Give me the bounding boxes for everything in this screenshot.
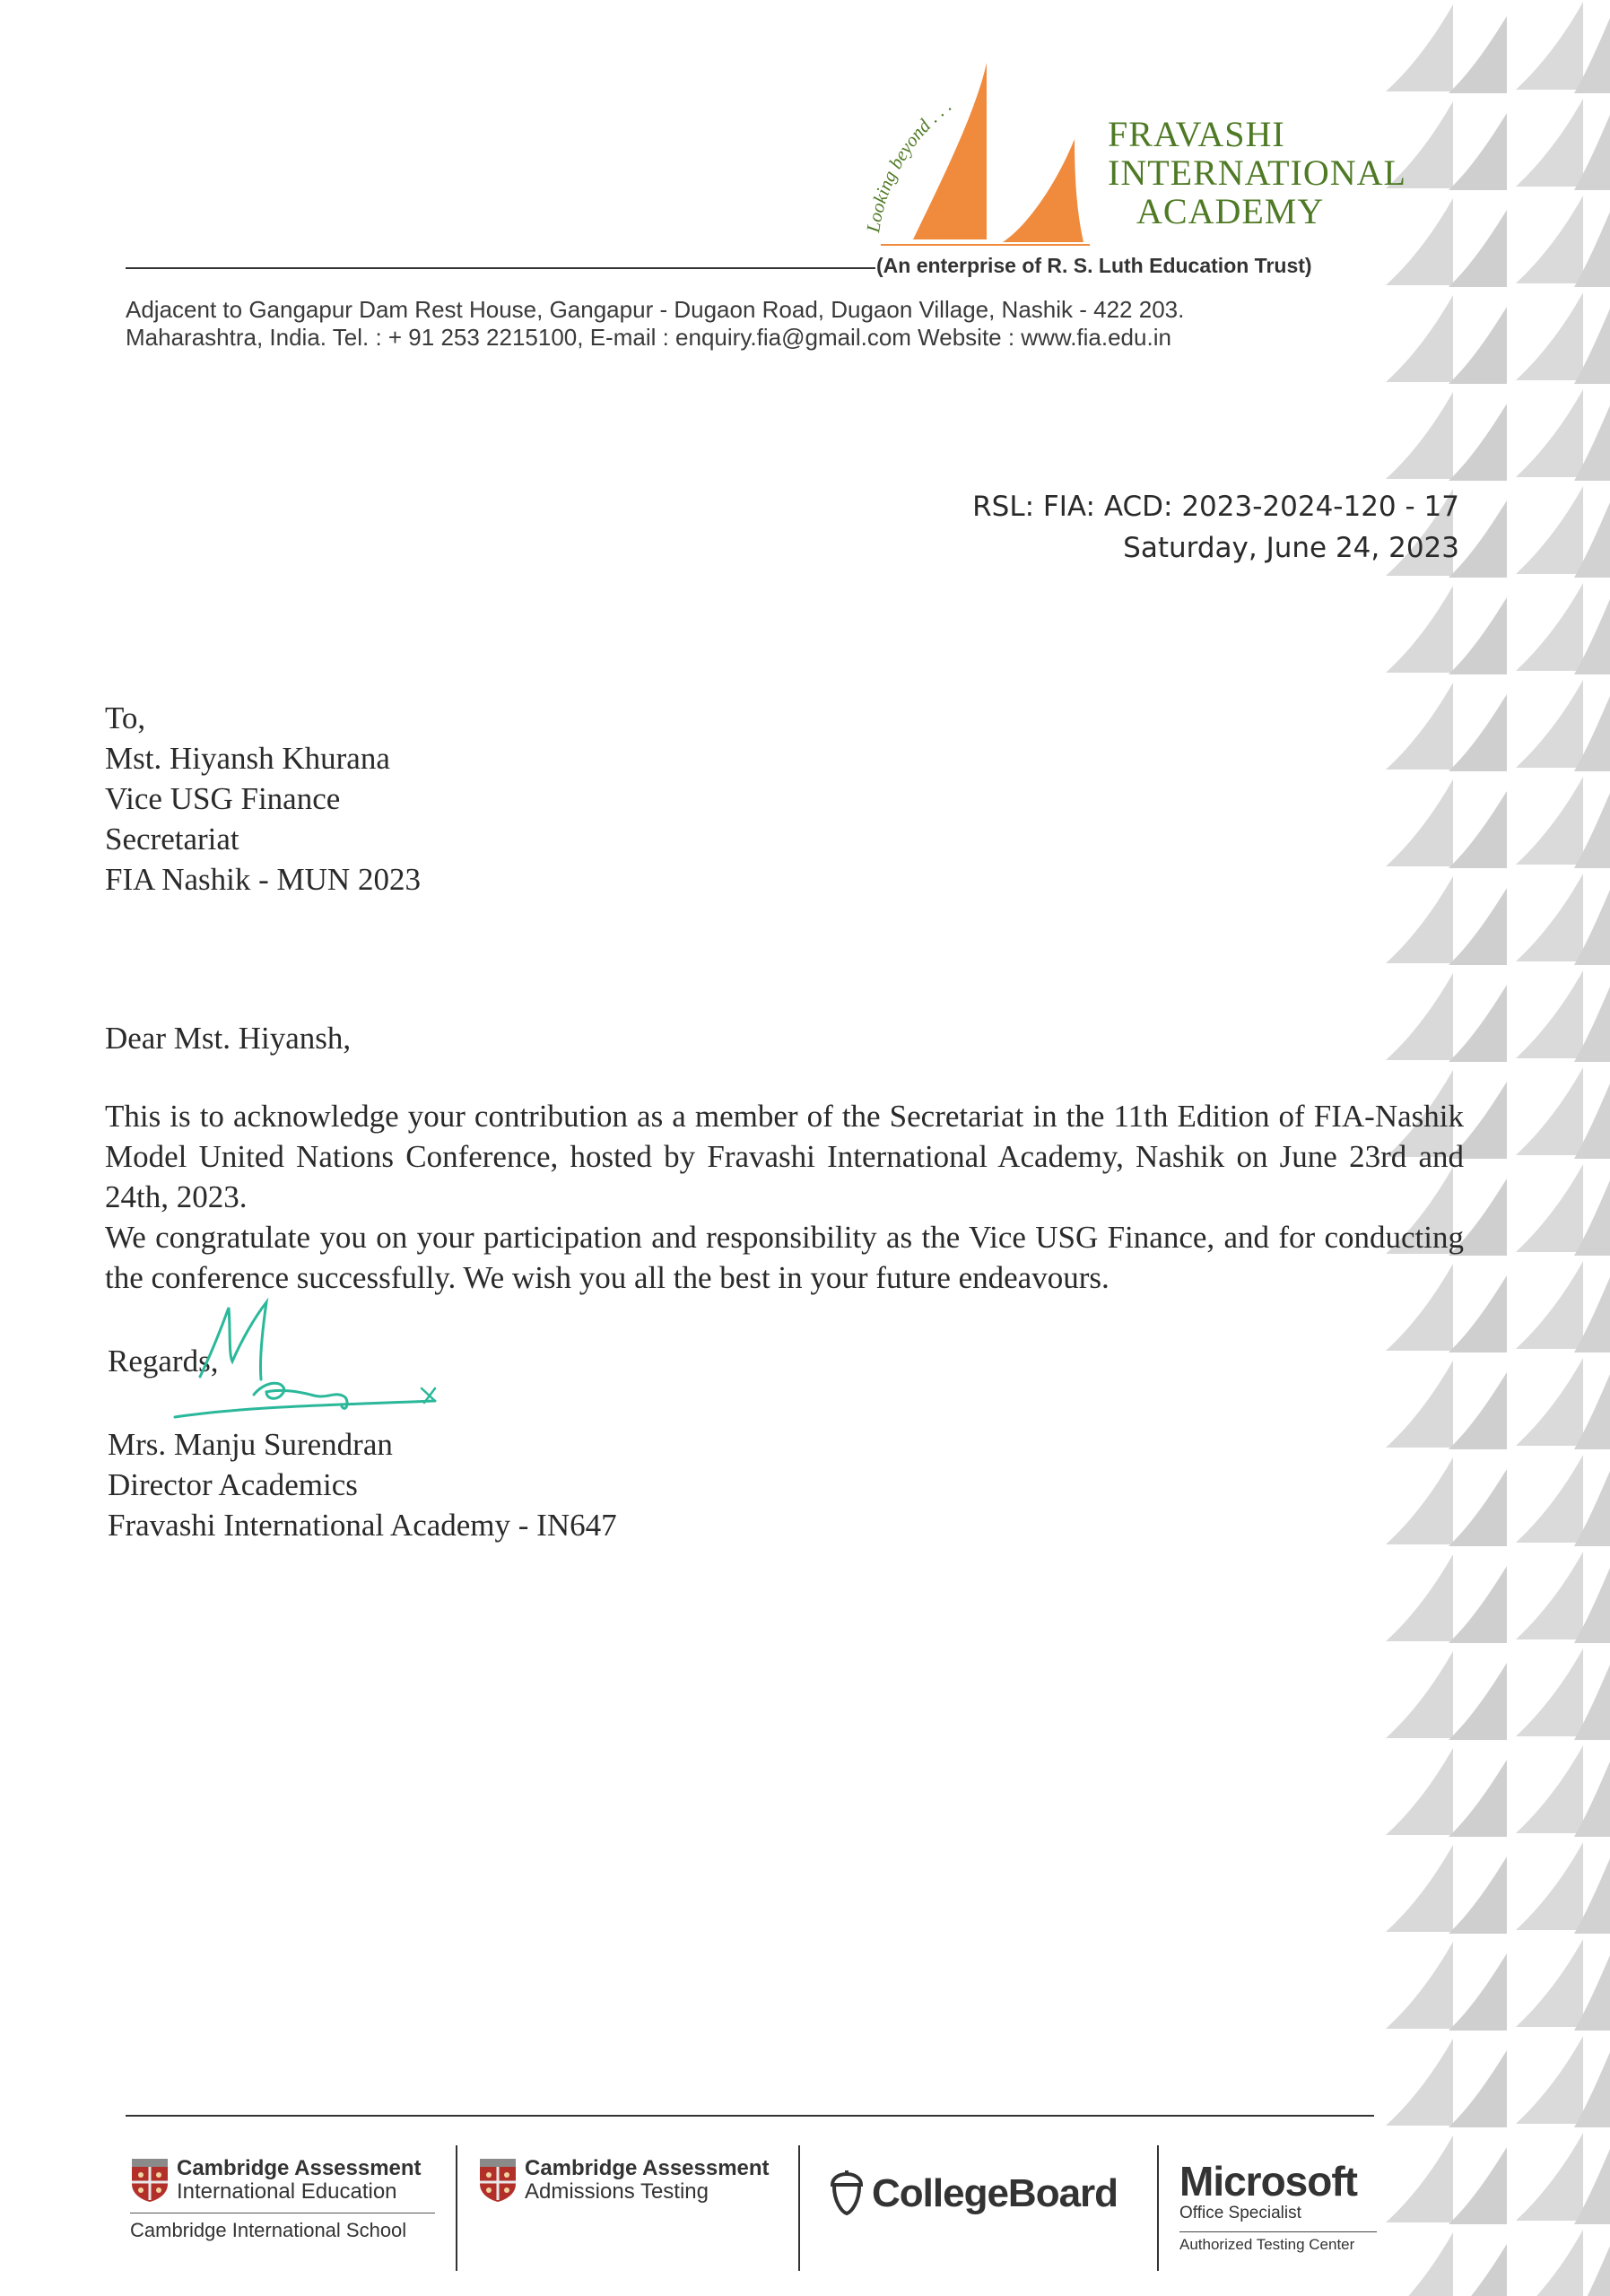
cambridge-at-line2: Admissions Testing bbox=[525, 2179, 709, 2204]
recipient-block bbox=[105, 698, 421, 900]
signatory-block bbox=[108, 1424, 617, 1545]
address-line2: Maharashtra, India. Tel. : + 91 253 2215100, E-mail : enquiry.fia@gmail.com Website : www.fia.edu.in bbox=[126, 324, 1171, 351]
signatory-name: Mrs. Manju Surendran bbox=[108, 1427, 393, 1462]
signatory-title: Director Academics bbox=[108, 1467, 358, 1502]
letter-body bbox=[105, 1096, 1464, 1298]
cambridge-at-logo bbox=[478, 2157, 783, 2204]
address-line1: Adjacent to Gangapur Dam Rest House, Gangapur - Dugaon Road, Dugaon Village, Nashik - 422 203. bbox=[126, 296, 1185, 323]
cambridge-ie-line2: International Education bbox=[177, 2179, 397, 2204]
acorn-icon bbox=[827, 2170, 866, 2217]
org-name-line2: INTERNATIONAL bbox=[1108, 152, 1406, 193]
reference-block bbox=[972, 486, 1459, 569]
letter-paragraph-2: We congratulate you on your participation and responsibility as the Vice USG Finance, and for conducting the conference successfully. We wish you all the best in your future endeavours. bbox=[105, 1220, 1464, 1295]
microsoft-logo bbox=[1179, 2160, 1377, 2254]
collegeboard-logo bbox=[827, 2170, 1118, 2217]
cambridge-crest-icon bbox=[130, 2157, 170, 2202]
microsoft-atc: Authorized Testing Center bbox=[1179, 2231, 1377, 2254]
closing: Regards, bbox=[108, 1344, 219, 1378]
org-name-line1: FRAVASHI bbox=[1108, 114, 1285, 154]
recipient-to: To, bbox=[105, 700, 146, 735]
footer-separator-1 bbox=[456, 2145, 457, 2271]
microsoft-text: Microsoft bbox=[1179, 2158, 1357, 2205]
reference-number: RSL: FIA: ACD: 2023-2024-120 - 17 bbox=[972, 491, 1459, 523]
letterhead-divider bbox=[126, 267, 875, 269]
footer-divider bbox=[126, 2115, 1374, 2117]
recipient-department: Secretariat bbox=[105, 822, 239, 857]
cambridge-ie-line1: Cambridge Assessment bbox=[177, 2156, 422, 2180]
letter-date: Saturday, June 24, 2023 bbox=[1123, 532, 1459, 564]
logo-sail-small bbox=[1003, 139, 1083, 242]
address-block bbox=[126, 296, 1184, 352]
logo-sail-large bbox=[913, 63, 987, 239]
org-name bbox=[1108, 115, 1406, 230]
recipient-role: Vice USG Finance bbox=[105, 781, 341, 816]
letter-paragraph-1: This is to acknowledge your contribution as a member of the Secretariat in the 11th Edition of FIA-Nashik Model United Nations Conference, hosted by Fravashi International Academy, Nashik on June 23rd and 24th, 2023. bbox=[105, 1099, 1464, 1214]
recipient-name: Mst. Hiyansh Khurana bbox=[105, 741, 390, 776]
salutation: Dear Mst. Hiyansh, bbox=[105, 1021, 352, 1056]
microsoft-sub: Office Specialist bbox=[1179, 2204, 1301, 2222]
recipient-event: FIA Nashik - MUN 2023 bbox=[105, 862, 421, 897]
footer-separator-3 bbox=[1157, 2145, 1159, 2271]
cambridge-ie-sub: Cambridge International School bbox=[130, 2213, 435, 2242]
cambridge-at-line1: Cambridge Assessment bbox=[525, 2156, 770, 2180]
collegeboard-text: CollegeBoard bbox=[872, 2171, 1118, 2215]
org-name-line3: ACADEMY bbox=[1136, 191, 1325, 231]
academy-logo bbox=[861, 49, 1112, 251]
signatory-org: Fravashi International Academy - IN647 bbox=[108, 1508, 617, 1543]
enterprise-line: (An enterprise of R. S. Luth Education Trust) bbox=[876, 254, 1312, 277]
cambridge-ie-logo bbox=[130, 2157, 435, 2242]
footer-separator-2 bbox=[798, 2145, 800, 2271]
cambridge-crest-icon bbox=[478, 2157, 518, 2202]
logo-tagline: Looking beyond . . . bbox=[862, 94, 956, 234]
signature bbox=[166, 1292, 489, 1435]
